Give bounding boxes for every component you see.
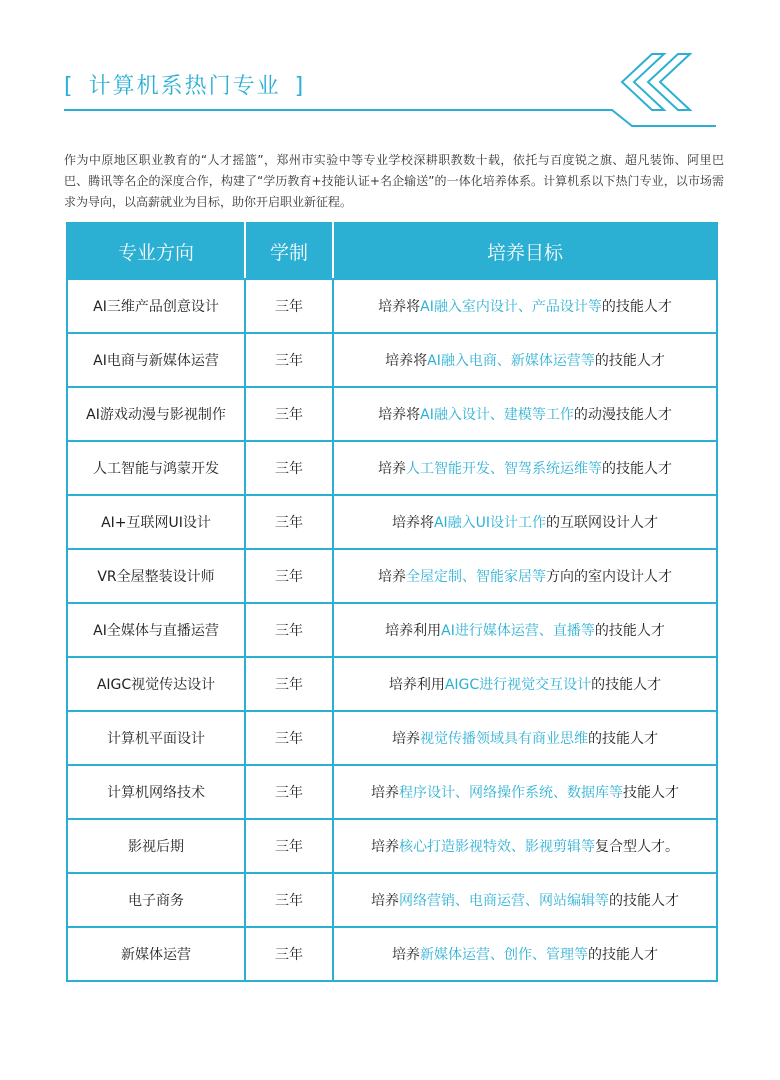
goal-highlight-text: 程序设计、网络操作系统、数据库等 — [399, 785, 623, 801]
goal-text: 培养 — [378, 569, 406, 585]
major-goal — [333, 711, 717, 765]
major-duration: 三年 — [245, 495, 333, 549]
table-row — [67, 657, 717, 711]
table-row — [67, 441, 717, 495]
table-row — [67, 333, 717, 387]
goal-highlight-text: AI进行媒体运营、直播等 — [441, 623, 595, 639]
major-goal — [333, 657, 717, 711]
goal-highlight-text: AI融入设计、建模等工作 — [420, 407, 574, 423]
major-goal — [333, 495, 717, 549]
major-duration: 三年 — [245, 927, 333, 981]
major-duration: 三年 — [245, 333, 333, 387]
table-row — [67, 765, 717, 819]
table-header-row — [67, 223, 717, 279]
header-major: 专业方向 — [67, 223, 245, 279]
intro-paragraph: 作为中原地区职业教育的“人才摇篮”，郑州市实验中等专业学校深耕职教数十载，依托与百度锐之旗、超凡装饰、阿里巴巴、腾讯等名企的深度合作，构建了“学历教育+技能认证+名企输送”的一体化培养体系。计算机系以下热门专业，以市场需求为导向，以高薪就业为目标，助你开启职业新征程。 — [64, 153, 724, 209]
major-goal — [333, 549, 717, 603]
table-row — [67, 927, 717, 981]
major-duration: 三年 — [245, 765, 333, 819]
table-row — [67, 711, 717, 765]
goal-highlight-text: AIGC进行视觉交互设计 — [444, 677, 592, 693]
major-name: 计算机网络技术 — [67, 765, 245, 819]
header-goal: 培养目标 — [333, 223, 717, 279]
goal-text: 培养利用 — [388, 677, 445, 693]
major-goal — [333, 873, 717, 927]
goal-text: 的互联网设计人才 — [546, 515, 659, 531]
major-duration: 三年 — [245, 549, 333, 603]
major-name: AI+互联网UI设计 — [67, 495, 245, 549]
table-row — [67, 279, 717, 333]
major-name: 计算机平面设计 — [67, 711, 245, 765]
goal-text: 培养 — [371, 839, 399, 855]
double-chevron-left-icon — [612, 50, 702, 114]
goal-text: 技能人才 — [623, 785, 679, 801]
major-goal — [333, 441, 717, 495]
goal-text: 培养 — [392, 731, 420, 747]
major-duration: 三年 — [245, 873, 333, 927]
major-duration: 三年 — [245, 819, 333, 873]
major-duration: 三年 — [245, 711, 333, 765]
goal-highlight-text: 人工智能开发、智驾系统运维等 — [406, 461, 602, 477]
goal-text: 的技能人才 — [588, 947, 658, 963]
major-duration: 三年 — [245, 657, 333, 711]
table-row — [67, 819, 717, 873]
major-name: AI三维产品创意设计 — [67, 279, 245, 333]
major-name: 新媒体运营 — [67, 927, 245, 981]
major-name: VR全屋整装设计师 — [67, 549, 245, 603]
goal-highlight-text: 全屋定制、智能家居等 — [406, 569, 546, 585]
table-row — [67, 495, 717, 549]
goal-highlight-text: 核心打造影视特效、影视剪辑等 — [399, 839, 595, 855]
goal-text: 的技能人才 — [591, 677, 662, 693]
table-row — [67, 549, 717, 603]
goal-text: 培养 — [371, 893, 399, 909]
majors-table-body — [67, 279, 717, 981]
major-name: AIGC视觉传达设计 — [67, 657, 245, 711]
goal-highlight-text: 视觉传播领域具有商业思维 — [420, 731, 588, 747]
major-goal — [333, 333, 717, 387]
goal-text: 培养将 — [385, 353, 428, 369]
goal-text: 的技能人才 — [609, 893, 679, 909]
major-duration: 三年 — [245, 603, 333, 657]
goal-highlight-text: 新媒体运营、创作、管理等 — [420, 947, 588, 963]
table-row — [67, 873, 717, 927]
goal-highlight-text: 网络营销、电商运营、网站编辑等 — [399, 893, 609, 909]
major-goal — [333, 603, 717, 657]
goal-text: 培养 — [392, 947, 420, 963]
goal-text: 培养将 — [391, 515, 434, 531]
bracket-open: [ — [64, 74, 75, 99]
major-goal — [333, 765, 717, 819]
goal-text: 培养 — [378, 461, 406, 477]
goal-text: 培养将 — [378, 299, 421, 315]
header-duration: 学制 — [245, 223, 333, 279]
major-goal — [333, 819, 717, 873]
goal-highlight-text: AI融入室内设计、产品设计等 — [420, 299, 602, 315]
table-row — [67, 387, 717, 441]
major-duration: 三年 — [245, 279, 333, 333]
table-row — [67, 603, 717, 657]
section-title-text: 计算机系热门专业 — [88, 74, 281, 99]
goal-text: 的技能人才 — [601, 299, 672, 315]
goal-highlight-text: AI融入电商、新媒体运营等 — [427, 353, 595, 369]
goal-text: 复合型人才。 — [595, 839, 679, 855]
major-goal — [333, 279, 717, 333]
goal-text: 的技能人才 — [588, 731, 658, 747]
goal-text: 的技能人才 — [602, 461, 672, 477]
major-goal — [333, 387, 717, 441]
major-name: AI电商与新媒体运营 — [67, 333, 245, 387]
major-duration: 三年 — [245, 387, 333, 441]
major-name: 影视后期 — [67, 819, 245, 873]
major-name: 电子商务 — [67, 873, 245, 927]
bracket-close: ] — [294, 74, 306, 99]
major-name: 人工智能与鸿蒙开发 — [67, 441, 245, 495]
goal-text: 培养将 — [378, 407, 421, 423]
goal-text: 的技能人才 — [594, 623, 665, 639]
majors-table — [66, 222, 718, 982]
major-duration: 三年 — [245, 441, 333, 495]
major-name: AI全媒体与直播运营 — [67, 603, 245, 657]
goal-text: 方向的室内设计人才 — [546, 569, 672, 585]
major-name: AI游戏动漫与影视制作 — [67, 387, 245, 441]
goal-text: 培养 — [371, 785, 399, 801]
goal-text: 培养利用 — [385, 623, 442, 639]
goal-highlight-text: AI融入UI设计工作 — [433, 515, 547, 531]
goal-text: 的技能人才 — [594, 353, 665, 369]
major-goal — [333, 927, 717, 981]
goal-text: 的动漫技能人才 — [573, 407, 672, 423]
